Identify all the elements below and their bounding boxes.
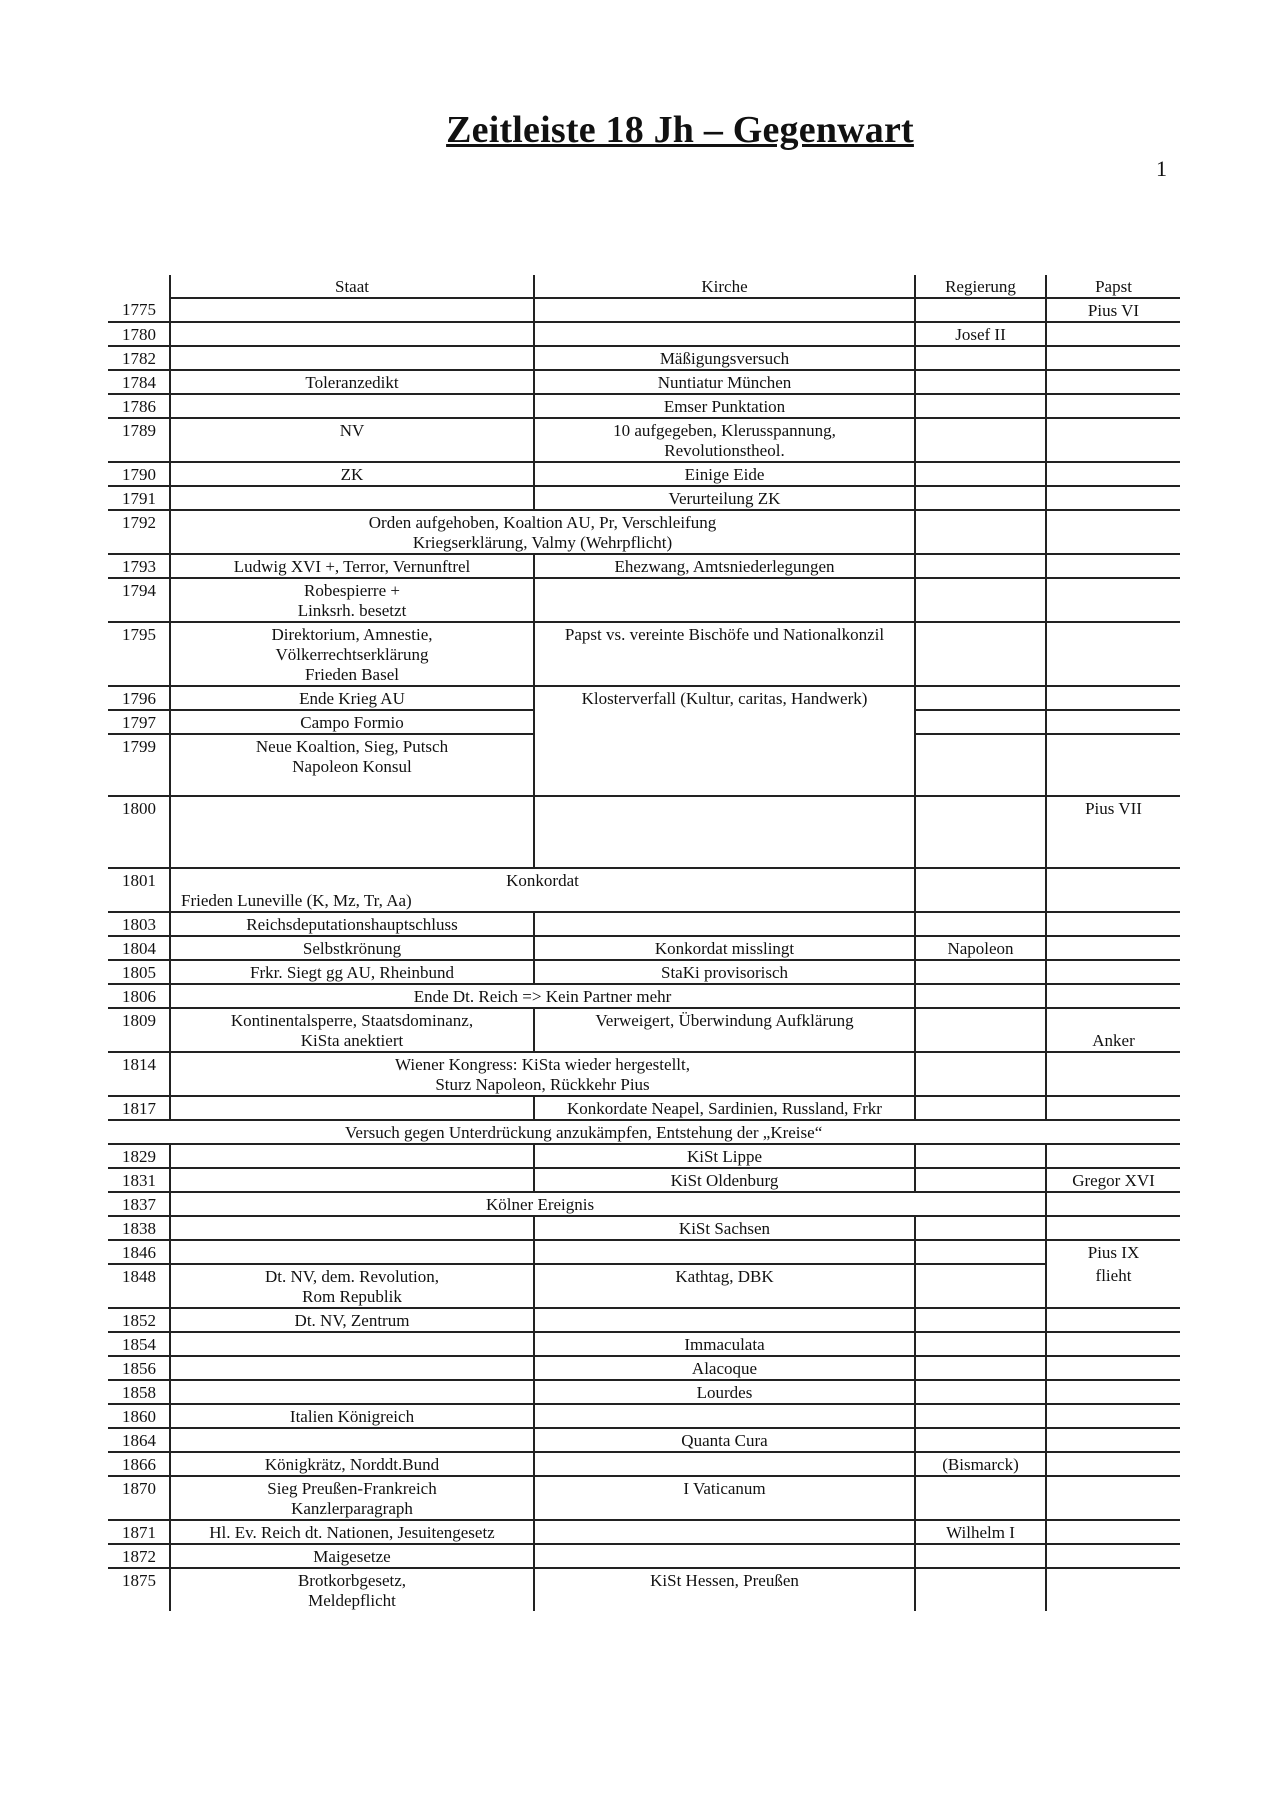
table-row	[108, 1240, 1180, 1264]
year-cell: 1786	[108, 394, 170, 418]
staat-cell	[170, 1332, 534, 1356]
regierung-cell	[915, 1216, 1046, 1240]
regierung-cell	[915, 1144, 1046, 1168]
kirche-cell: Quanta Cura	[534, 1428, 915, 1452]
regierung-cell	[915, 578, 1046, 622]
staat-cell	[170, 796, 534, 868]
papst-cell	[1046, 1476, 1180, 1520]
year-cell: 1864	[108, 1428, 170, 1452]
regierung-cell	[915, 1052, 1046, 1096]
header-year	[108, 275, 170, 298]
year-cell: 1846	[108, 1240, 170, 1264]
staat-line: Napoleon Konsul	[292, 757, 412, 776]
kirche-cell: KiSt Lippe	[534, 1144, 915, 1168]
staat-cell	[170, 1144, 534, 1168]
regierung-cell	[915, 912, 1046, 936]
table-row	[108, 1332, 1180, 1356]
papst-cell	[1046, 1544, 1180, 1568]
regierung-cell	[915, 734, 1046, 796]
kirche-line: Revolutionstheol.	[664, 441, 785, 460]
staat-cell: Selbstkrönung	[170, 936, 534, 960]
table-row	[108, 1096, 1180, 1120]
table-row	[108, 936, 1180, 960]
note-cell: Versuch gegen Unterdrückung anzukämpfen, Entstehung der „Kreise“	[170, 1120, 1180, 1144]
year-cell: 1794	[108, 578, 170, 622]
staat-line: Völkerrechtserklärung	[275, 645, 429, 664]
table-row	[108, 1308, 1180, 1332]
table-row	[108, 1404, 1180, 1428]
staat-cell: Campo Formio	[170, 710, 534, 734]
staat-cell	[170, 734, 534, 796]
kirche-cell	[534, 1240, 915, 1264]
table-row	[108, 960, 1180, 984]
regierung-cell	[915, 1380, 1046, 1404]
table-row	[108, 1052, 1180, 1096]
kirche-cell: Alacoque	[534, 1356, 915, 1380]
header-staat: Staat	[170, 275, 534, 298]
regierung-cell	[915, 1428, 1046, 1452]
papst-cell: Pius VI	[1046, 298, 1180, 322]
table-row	[108, 984, 1180, 1008]
regierung-cell	[915, 1568, 1046, 1611]
year-cell: 1791	[108, 486, 170, 510]
regierung-cell	[915, 710, 1046, 734]
regierung-cell	[915, 796, 1046, 868]
staat-cell: Reichsdeputationshauptschluss	[170, 912, 534, 936]
staat-cell: Frkr. Siegt gg AU, Rheinbund	[170, 960, 534, 984]
merged-line: Kriegserklärung, Valmy (Wehrpflicht)	[412, 533, 673, 552]
papst-cell	[1046, 578, 1180, 622]
staat-cell	[170, 1168, 534, 1192]
table-row	[108, 912, 1180, 936]
year-cell: 1875	[122, 1571, 156, 1590]
papst-cell	[1046, 1052, 1180, 1096]
staat-cell: NV	[170, 418, 534, 462]
year-cell: 1852	[108, 1308, 170, 1332]
page-title: Zeitleiste 18 Jh – Gegenwart	[446, 109, 914, 151]
regierung-cell	[915, 1168, 1046, 1192]
table-row	[108, 1264, 1180, 1308]
table-row	[108, 796, 1180, 868]
papst-cell	[1046, 1332, 1180, 1356]
papst-cell	[1046, 622, 1180, 686]
merged-line: Sturz Napoleon, Rückkehr Pius	[435, 1075, 650, 1094]
papst-cell	[1046, 1308, 1180, 1332]
table-row	[108, 1568, 1180, 1611]
kirche-cell: Ehezwang, Amtsniederlegungen	[534, 554, 915, 578]
regierung-cell	[915, 686, 1046, 710]
regierung-cell	[915, 868, 1046, 912]
kirche-cell: Immaculata	[534, 1332, 915, 1356]
staat-cell	[170, 1568, 534, 1611]
table-row	[108, 1452, 1180, 1476]
papst-cell	[1046, 394, 1180, 418]
staat-cell: Maigesetze	[170, 1544, 534, 1568]
kirche-cell: Emser Punktation	[534, 394, 915, 418]
regierung-cell	[915, 1308, 1046, 1332]
regierung-cell: Wilhelm I	[915, 1520, 1046, 1544]
papst-cell	[1046, 960, 1180, 984]
staat-cell: Dt. NV, Zentrum	[170, 1308, 534, 1332]
regierung-cell	[915, 1008, 1046, 1052]
regierung-cell	[915, 462, 1046, 486]
papst-line: Anker	[1092, 1031, 1135, 1050]
staat-cell	[170, 1264, 534, 1308]
staat-cell: Ludwig XVI +, Terror, Vernunftrel	[170, 554, 534, 578]
papst-cell	[1046, 486, 1180, 510]
kirche-cell: Nuntiatur München	[534, 370, 915, 394]
year-cell: 1871	[108, 1520, 170, 1544]
table-row	[108, 1192, 1180, 1216]
kirche-cell: Kathtag, DBK	[534, 1264, 915, 1308]
year-cell: 1790	[108, 462, 170, 486]
papst-cell	[1046, 1008, 1180, 1052]
staat-cell	[170, 346, 534, 370]
kirche-cell	[534, 1544, 915, 1568]
regierung-cell: (Bismarck)	[915, 1452, 1046, 1476]
staat-cell	[170, 578, 534, 622]
kirche-cell	[534, 578, 915, 622]
staat-cell: Ende Krieg AU	[170, 686, 534, 710]
kirche-cell: Verurteilung ZK	[534, 486, 915, 510]
regierung-cell	[915, 394, 1046, 418]
regierung-cell	[915, 622, 1046, 686]
table-row	[108, 1520, 1180, 1544]
regierung-cell	[915, 1264, 1046, 1308]
table-row	[108, 622, 1180, 686]
papst-cell	[1046, 1520, 1180, 1544]
staat-line: Kontinentalsperre, Staatsdominanz,	[230, 1011, 474, 1030]
papst-cell	[1046, 686, 1180, 710]
staat-cell	[170, 394, 534, 418]
year-cell: 1804	[108, 936, 170, 960]
table-row	[108, 322, 1180, 346]
kirche-cell: Mäßigungsversuch	[534, 346, 915, 370]
papst-cell	[1046, 554, 1180, 578]
table-row	[108, 1428, 1180, 1452]
note-row	[108, 1120, 1180, 1144]
staat-cell	[170, 622, 534, 686]
staat-cell: Toleranzedikt	[170, 370, 534, 394]
year-cell: 1792	[108, 510, 170, 554]
staat-cell: Königkrätz, Norddt.Bund	[170, 1452, 534, 1476]
staat-line: KiSta anektiert	[300, 1031, 404, 1050]
staat-cell	[170, 1008, 534, 1052]
regierung-cell	[915, 486, 1046, 510]
table-row	[108, 394, 1180, 418]
papst-cell	[1046, 1192, 1180, 1216]
header-papst: Papst	[1046, 275, 1180, 298]
regierung-cell	[915, 1544, 1046, 1568]
staat-line: Kanzlerparagraph	[291, 1499, 413, 1518]
table-row	[108, 1476, 1180, 1520]
year-cell: 1866	[108, 1452, 170, 1476]
staat-kirche-merged-cell	[170, 1052, 915, 1096]
kirche-cell	[534, 322, 915, 346]
table-row	[108, 370, 1180, 394]
year-cell: 1829	[108, 1144, 170, 1168]
staat-line: Meldepflicht	[308, 1591, 396, 1610]
kirche-cell	[534, 1404, 915, 1428]
table-row	[108, 1144, 1180, 1168]
kirche-cell	[534, 1520, 915, 1544]
staat-line: Frieden Luneville (K, Mz, Tr, Aa)	[181, 891, 412, 910]
regierung-cell	[915, 1096, 1046, 1120]
regierung-cell	[915, 298, 1046, 322]
year-cell: 1837	[108, 1192, 170, 1216]
kirche-cell: KiSt Sachsen	[534, 1216, 915, 1240]
papst-cell	[1046, 418, 1180, 462]
staat-kirche-merged-cell	[170, 510, 915, 554]
table-row	[108, 578, 1180, 622]
staat-line: Dt. NV, dem. Revolution,	[265, 1267, 439, 1286]
staat-kirche-merged-cell	[170, 868, 915, 912]
merged-line: Wiener Kongress: KiSta wieder hergestellt,	[394, 1055, 690, 1074]
table-row	[108, 462, 1180, 486]
kirche-cell: Klosterverfall (Kultur, caritas, Handwerk)	[534, 686, 915, 796]
merged-line: Orden aufgehoben, Koaltion AU, Pr, Verschleifung	[368, 513, 717, 532]
year-cell: 1784	[108, 370, 170, 394]
staat-cell: ZK	[170, 462, 534, 486]
kirche-cell	[534, 1452, 915, 1476]
regierung-cell	[915, 1476, 1046, 1520]
table-row	[108, 510, 1180, 554]
staat-cell	[170, 1240, 534, 1264]
table-row	[108, 346, 1180, 370]
year-cell: 1856	[108, 1356, 170, 1380]
papst-cell	[1046, 510, 1180, 554]
merged-line: Konkordat	[506, 871, 579, 890]
papst-cell	[1046, 1568, 1180, 1611]
staat-cell	[170, 1096, 534, 1120]
staat-cell	[170, 298, 534, 322]
kirche-cell: KiSt Hessen, Preußen	[534, 1568, 915, 1611]
regierung-cell	[915, 554, 1046, 578]
year-cell	[108, 1120, 170, 1144]
papst-cell: Gregor XVI	[1046, 1168, 1180, 1192]
kirche-cell: Konkordate Neapel, Sardinien, Russland, Frkr	[534, 1096, 915, 1120]
kirche-cell: I Vaticanum	[534, 1476, 915, 1520]
year-cell: 1858	[108, 1380, 170, 1404]
year-cell: 1793	[108, 554, 170, 578]
staat-kirche-merged-cell: Ende Dt. Reich => Kein Partner mehr	[170, 984, 915, 1008]
papst-cell	[1046, 936, 1180, 960]
year-cell: 1809	[108, 1008, 170, 1052]
table-row	[108, 1380, 1180, 1404]
papst-cell	[1046, 984, 1180, 1008]
year-cell: 1870	[108, 1476, 170, 1520]
kirche-cell	[534, 418, 915, 462]
regierung-cell	[915, 1332, 1046, 1356]
kirche-line: 10 aufgegeben, Klerusspannung,	[613, 421, 836, 440]
year-cell: 1814	[108, 1052, 170, 1096]
papst-cell	[1046, 1404, 1180, 1428]
table-row	[108, 1216, 1180, 1240]
header-kirche: Kirche	[534, 275, 915, 298]
table-row	[108, 298, 1180, 322]
staat-line: Direktorium, Amnestie,	[271, 625, 433, 644]
kirche-cell: KiSt Oldenburg	[534, 1168, 915, 1192]
staat-line: Linksrh. besetzt	[297, 601, 407, 620]
year-cell: 1799	[108, 734, 170, 796]
papst-cell	[1046, 710, 1180, 734]
table-row	[108, 554, 1180, 578]
staat-cell	[170, 1380, 534, 1404]
table-row	[108, 486, 1180, 510]
regierung-cell	[915, 984, 1046, 1008]
kirche-cell: Verweigert, Überwindung Aufklärung	[534, 1008, 915, 1052]
year-cell: 1800	[108, 796, 170, 868]
timeline-table	[108, 275, 1180, 1611]
regierung-cell	[915, 418, 1046, 462]
kirche-cell	[534, 298, 915, 322]
year-cell: 1806	[108, 984, 170, 1008]
regierung-cell	[915, 1240, 1046, 1264]
regierung-cell	[915, 346, 1046, 370]
regierung-cell: Napoleon	[915, 936, 1046, 960]
kirche-cell	[534, 1308, 915, 1332]
papst-cell	[1046, 912, 1180, 936]
kirche-cell: StaKi provisorisch	[534, 960, 915, 984]
year-cell: 1817	[108, 1096, 170, 1120]
year-cell: 1805	[108, 960, 170, 984]
papst-cell	[1046, 1452, 1180, 1476]
staat-line: Brotkorbgesetz,	[297, 1571, 407, 1590]
papst-cell	[1046, 462, 1180, 486]
year-cell: 1872	[108, 1544, 170, 1568]
year-cell: 1795	[108, 622, 170, 686]
table-row	[108, 1168, 1180, 1192]
kirche-cell: Einige Eide	[534, 462, 915, 486]
staat-cell	[170, 1356, 534, 1380]
papst-cell	[1046, 1380, 1180, 1404]
papst-cell	[1046, 1144, 1180, 1168]
papst-cell: flieht	[1046, 1264, 1180, 1308]
year-cell: 1848	[108, 1264, 170, 1308]
staat-cell	[170, 1216, 534, 1240]
staat-cell: Italien Königreich	[170, 1404, 534, 1428]
staat-kirche-merged-cell: Kölner Ereignis	[170, 1192, 1046, 1216]
kirche-cell: Konkordat misslingt	[534, 936, 915, 960]
kirche-cell	[534, 796, 915, 868]
year-cell: 1801	[108, 868, 170, 912]
regierung-cell: Josef II	[915, 322, 1046, 346]
year-cell: 1789	[108, 418, 170, 462]
staat-cell	[170, 486, 534, 510]
staat-line: Sieg Preußen-Frankreich	[267, 1479, 437, 1498]
table-row	[108, 1356, 1180, 1380]
papst-cell: Pius VII	[1046, 796, 1180, 868]
staat-line: Rom Republik	[302, 1287, 402, 1306]
staat-cell: Hl. Ev. Reich dt. Nationen, Jesuitengesetz	[170, 1520, 534, 1544]
page-number: 1	[1156, 156, 1167, 181]
staat-line: Neue Koaltion, Sieg, Putsch	[255, 737, 449, 756]
papst-cell	[1046, 1428, 1180, 1452]
papst-cell: Pius IX	[1046, 1240, 1180, 1264]
papst-cell	[1046, 1216, 1180, 1240]
regierung-cell	[915, 1404, 1046, 1428]
staat-line: Robespierre +	[304, 581, 400, 600]
kirche-cell	[534, 912, 915, 936]
year-cell: 1838	[108, 1216, 170, 1240]
year-cell: 1860	[108, 1404, 170, 1428]
regierung-cell	[915, 370, 1046, 394]
year-cell: 1780	[108, 322, 170, 346]
header-regierung: Regierung	[915, 275, 1046, 298]
table-row	[108, 868, 1180, 912]
regierung-cell	[915, 510, 1046, 554]
kirche-cell: Papst vs. vereinte Bischöfe und Nationalkonzil	[534, 622, 915, 686]
year-cell: 1775	[108, 298, 170, 322]
papst-cell	[1046, 734, 1180, 796]
staat-cell	[170, 1428, 534, 1452]
papst-cell	[1046, 322, 1180, 346]
regierung-cell	[915, 1356, 1046, 1380]
staat-cell	[170, 322, 534, 346]
table-row	[108, 686, 1180, 710]
year-cell: 1803	[108, 912, 170, 936]
kirche-cell: Lourdes	[534, 1380, 915, 1404]
staat-cell	[170, 1476, 534, 1520]
table-row	[108, 1544, 1180, 1568]
table-row	[108, 1008, 1180, 1052]
year-cell: 1797	[108, 710, 170, 734]
papst-cell	[1046, 1096, 1180, 1120]
papst-cell	[1046, 1356, 1180, 1380]
staat-line: Frieden Basel	[305, 665, 399, 684]
regierung-cell	[915, 960, 1046, 984]
year-cell: 1796	[108, 686, 170, 710]
papst-cell	[1046, 868, 1180, 912]
year-cell: 1831	[108, 1168, 170, 1192]
header-row	[108, 275, 1180, 298]
table-row	[108, 418, 1180, 462]
papst-cell	[1046, 370, 1180, 394]
year-cell: 1782	[108, 346, 170, 370]
papst-cell	[1046, 346, 1180, 370]
year-cell: 1854	[108, 1332, 170, 1356]
